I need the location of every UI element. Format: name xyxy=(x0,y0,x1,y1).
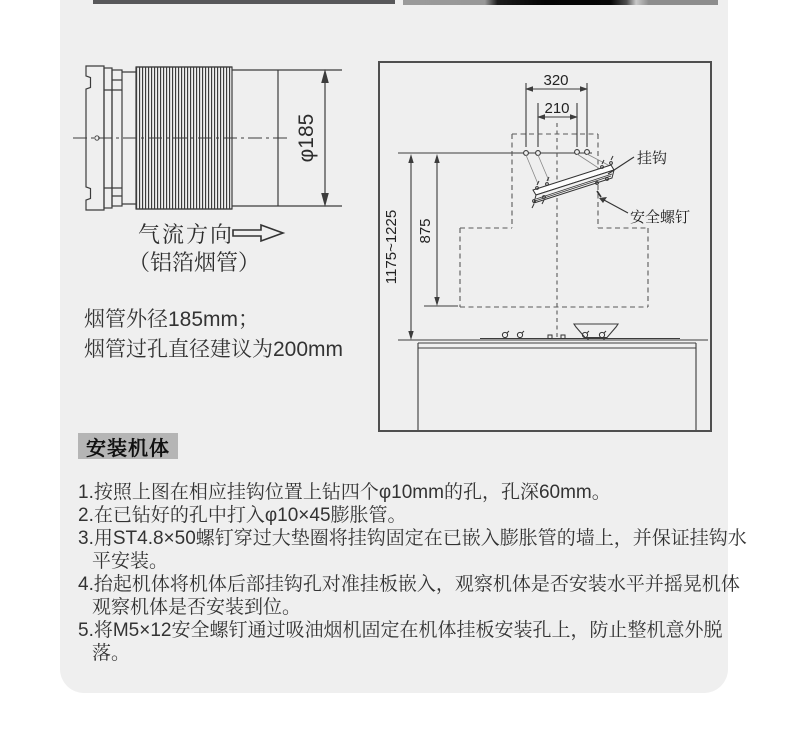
airflow-direction-label: 气流方向 xyxy=(138,222,235,247)
dim-210-label: 210 xyxy=(544,100,570,117)
screw-leader-line xyxy=(604,200,628,213)
airflow-arrow-icon xyxy=(232,223,286,243)
install-step-4: 4.抬起机体将机体后部挂钩孔对准挂板嵌入，观察机体是否安装水平并摇晃机体观察机体是否安装到位。 xyxy=(78,574,740,618)
hood-body-dashed xyxy=(460,228,648,307)
top-crop-remnant-left xyxy=(93,0,395,4)
hook-leader-line xyxy=(608,157,634,174)
install-diagram xyxy=(380,63,710,430)
safety-screw-label: 安全螺钉 xyxy=(630,209,691,226)
content-panel xyxy=(60,0,747,693)
dim-875-label: 875 xyxy=(417,218,434,244)
wok-bowl xyxy=(574,324,618,338)
install-step-1: 1.按照上图在相应挂钩位置上钻四个φ10mm的孔，孔深60mm。 xyxy=(78,482,611,503)
arrowhead-down xyxy=(321,193,329,207)
duct-note-line1: 烟管外径185mm； xyxy=(84,308,260,331)
install-step-5: 5.将M5×12安全螺钉通过吸油烟机固定在机体挂板安装孔上，防止整机意外脱落。 xyxy=(78,620,723,664)
dim-height-range-label: 1175~1225 xyxy=(383,209,400,285)
install-diagram-frame xyxy=(378,61,712,432)
diameter-label: φ185 xyxy=(295,113,318,163)
hook-label: 挂钩 xyxy=(637,150,668,167)
arrowhead-up xyxy=(321,69,329,83)
install-steps xyxy=(78,481,748,665)
install-step-2: 2.在已钻好的孔中打入φ10×45膨胀管。 xyxy=(78,505,407,526)
duct-name-label: （铝箔烟管） xyxy=(128,250,261,275)
section-header-install-body: 安装机体 xyxy=(78,433,178,459)
counter-body xyxy=(418,343,696,430)
top-crop-remnant-right xyxy=(403,0,718,5)
install-step-3: 3.用ST4.8×50螺钉穿过大垫圈将挂钩固定在已嵌入膨胀管的墙上，并保证挂钩水平安装。 xyxy=(78,528,747,572)
duct-note-line2: 烟管过孔直径建议为200mm xyxy=(84,338,344,361)
dim-320-label: 320 xyxy=(543,72,569,89)
duct-diagram xyxy=(70,50,360,225)
